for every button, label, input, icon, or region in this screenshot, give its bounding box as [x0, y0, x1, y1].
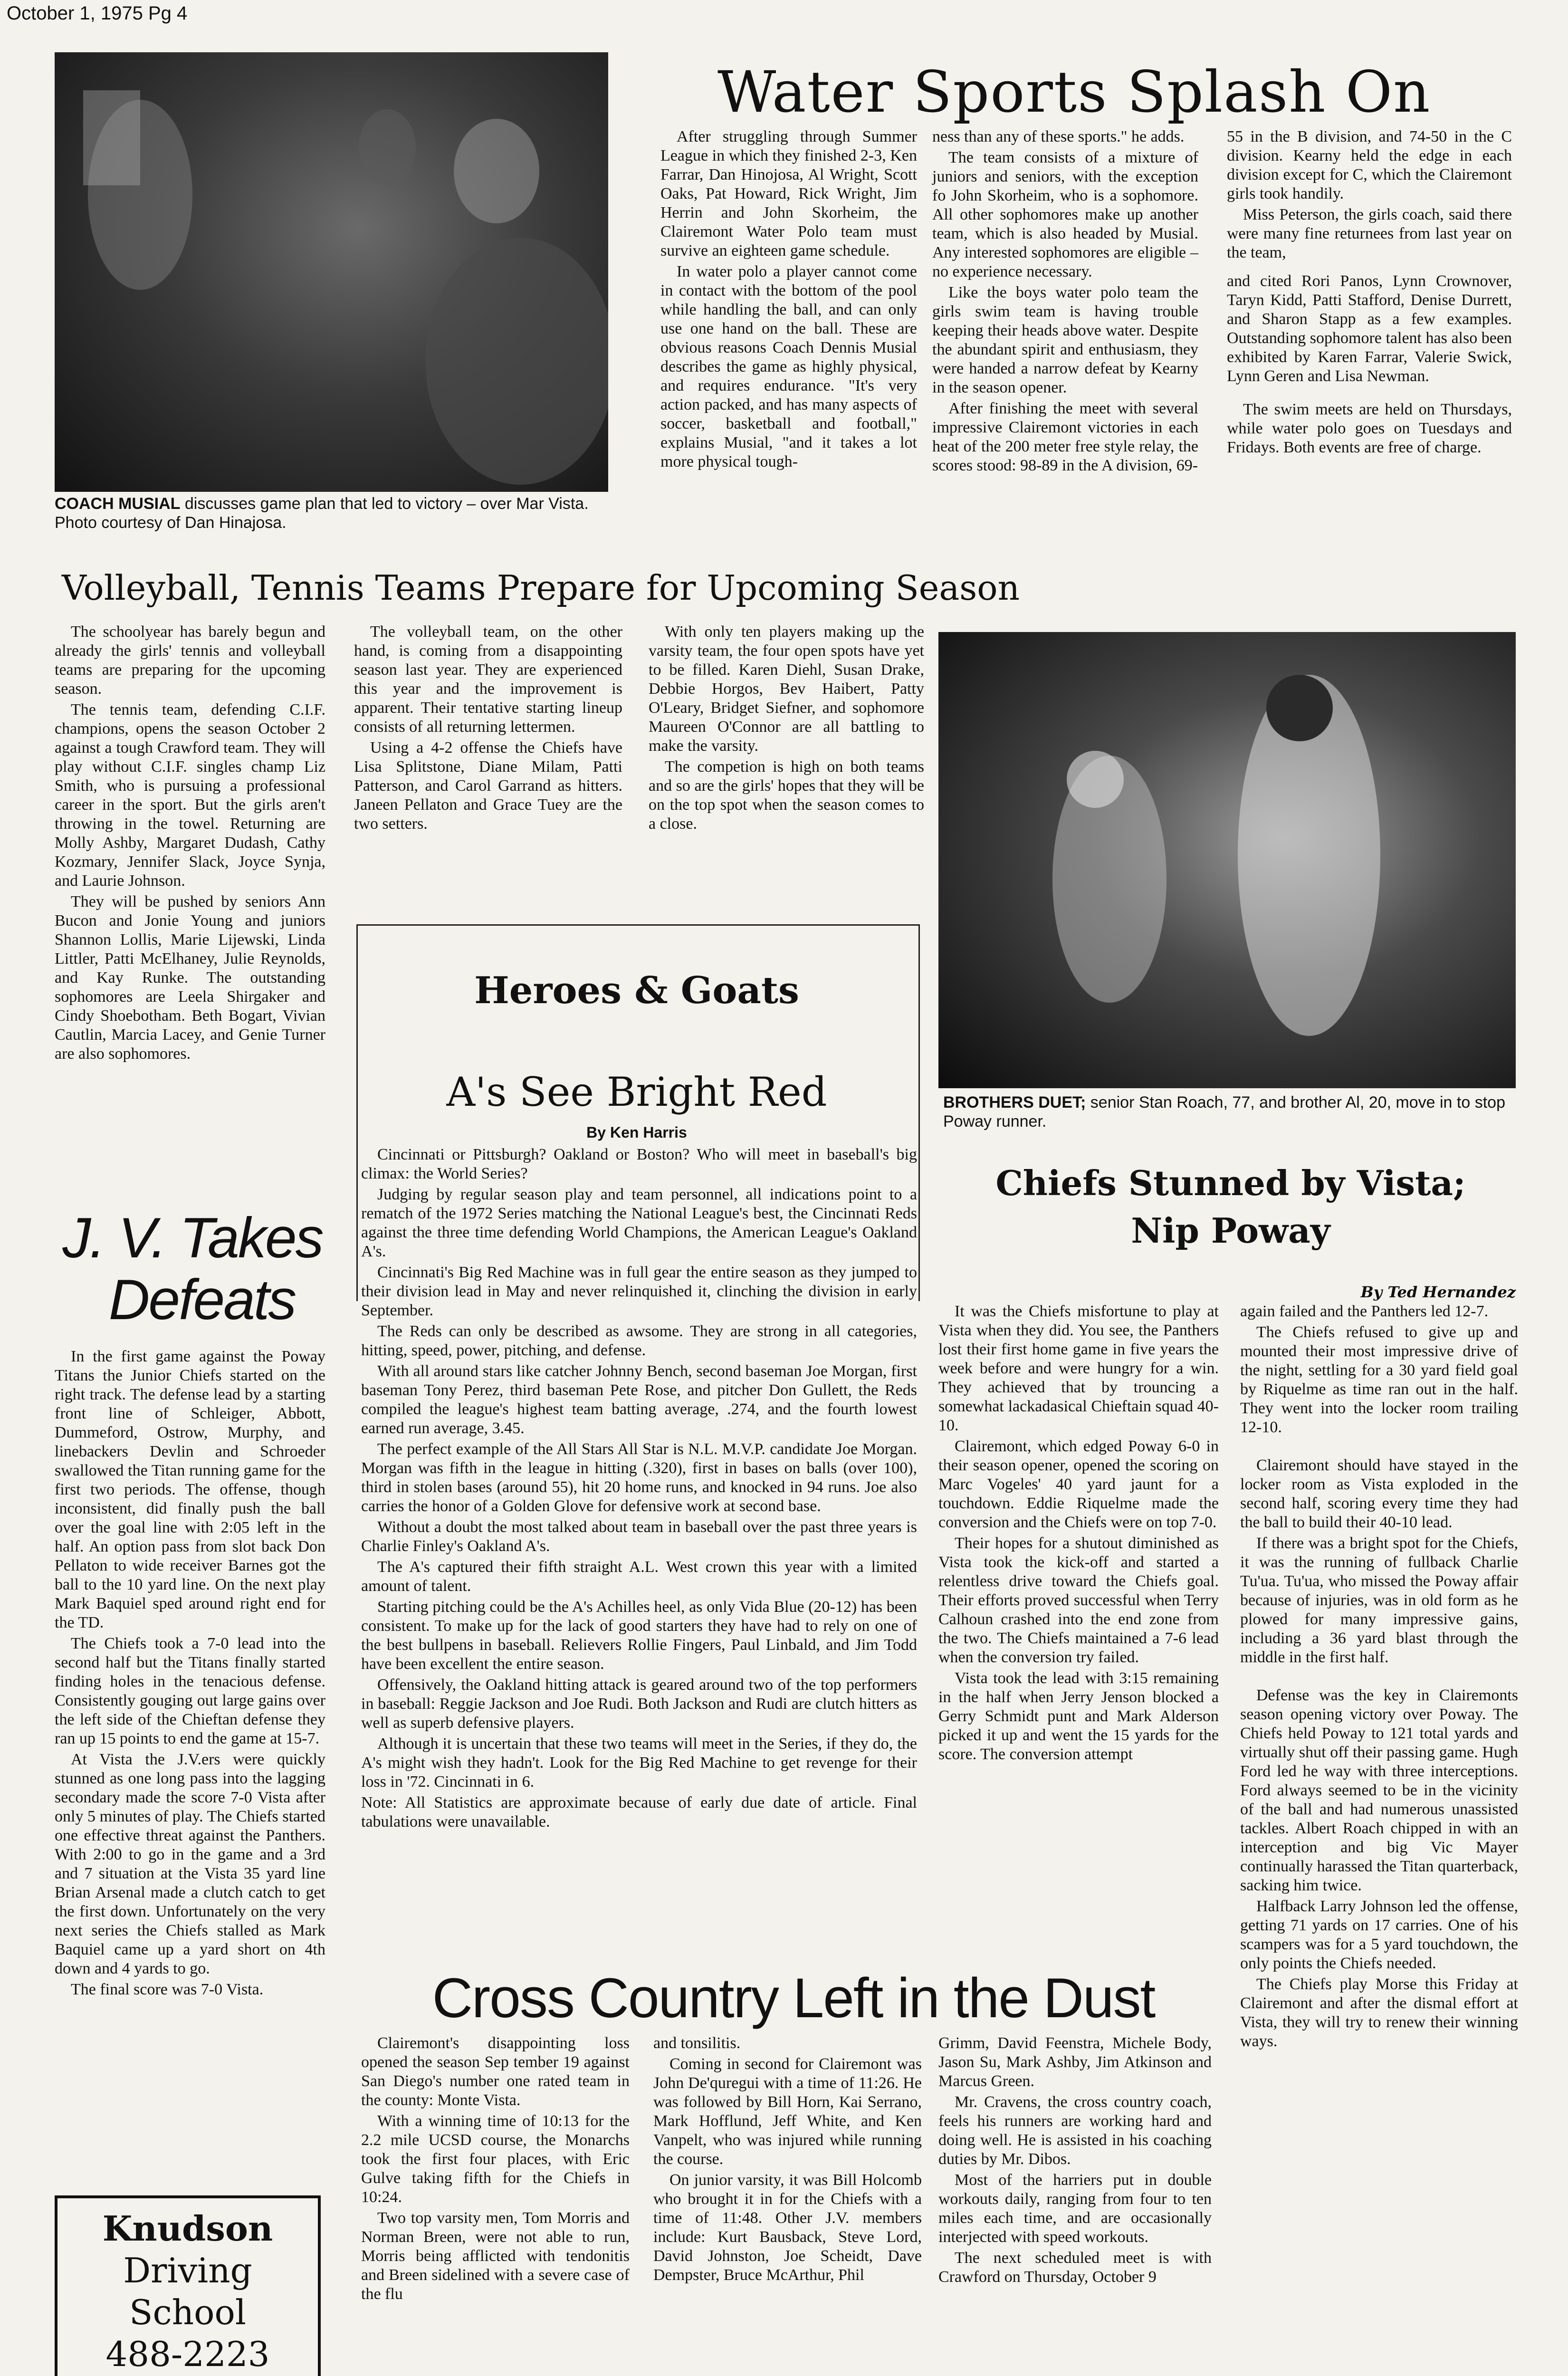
- paragraph: The competion is high on both teams and so are the girls' hopes that they will be on the top spot when the season comes to a close.: [649, 758, 924, 833]
- paragraph: Their hopes for a shutout diminished as Vista took the kick-off and started a relentless drive toward the Chiefs goal. Their efforts proved successful when Terry Calhoun crashed into the end zone from the two. The Chiefs maintained a 7-6 lead when the conversion try failed.: [938, 1534, 1219, 1666]
- water-col-2: [932, 127, 1198, 477]
- jv-body: [55, 1347, 325, 2001]
- caption-text: senior Stan Roach, 77, and brother Al, 20, move in to stop Poway runner.: [943, 1093, 1505, 1131]
- paragraph: Cincinnati or Pittsburgh? Oakland or Boston? Who will meet in baseball's big climax: the World Series?: [361, 1146, 917, 1182]
- paragraph: and cited Rori Panos, Lynn Crownover, Taryn Kidd, Patti Stafford, Denise Durrett, and Sharon Stapp as a few examples. Outstanding sophomore talent has also been exhibited by Karen Farrar, Valerie Swick, Lynn Geren and Lisa Newman.: [1227, 272, 1512, 385]
- paragraph: Although it is uncertain that these two teams will meet in the Series, if they do, the A's might wish they hadn't. Look for the Big Red Machine to get revenge for their loss in '72. Cincinnati in 6.: [361, 1735, 917, 1791]
- paragraph: Grimm, David Feenstra, Michele Body, Jason Su, Mark Ashby, Jim Atkinson and Marcus Green.: [938, 2034, 1212, 2090]
- water-col-1: [660, 127, 917, 473]
- paragraph: At Vista the J.V.ers were quickly stunned as one long pass into the lagging secondary made the score 7-0 Vista after only 5 minutes of play. The Chiefs started one effective threat against the Panthers. With 2:00 to go in the game and a 3rd and 7 situation at the Vista 35 yard line Brian Arsenal made a clutch catch to get the first down. Unfortunately on the very next series the Chiefs stalled as Mark Baquiel came up a yard short on 4th down and 4 yards to go.: [55, 1751, 325, 1977]
- driving-school-ad: [55, 2195, 321, 2376]
- water-col-3: [1227, 127, 1512, 459]
- paragraph: Judging by regular season play and team personnel, all indications point to a rematch of the 1972 Series matching the National League's best, the Cincinnati Reds against the three time defending World Champions, the American League's Oakland A's.: [361, 1186, 917, 1260]
- caption-bold: COACH MUSIAL: [55, 495, 181, 513]
- cross-col-1: [361, 2034, 630, 2306]
- jv-headline-line1: J. V. Takes: [62, 1206, 323, 1270]
- paragraph: The A's captured their fifth straight A.L. West crown this year with a limited amount of talent.: [361, 1558, 917, 1595]
- paragraph: In water polo a player cannot come in contact with the bottom of the pool while handling the ball, and can only use one hand on the ball. These are obvious reasons Coach Dennis Musial describes the game as highly physical, and requires endurance. "It's very action packed, and has many aspects of soccer, basketball and football," explains Musial, "and it takes a lot more physical tough-: [660, 263, 917, 470]
- heroes-body: [361, 1145, 917, 1833]
- chiefs-col-2: [1240, 1302, 1518, 2053]
- paragraph: Offensively, the Oakland hitting attack is geared around two of the top performers in baseball: Reggie Jackson and Joe Rudi. Both Jackson and Rudi are clutch hitters as well as superb defensive players.: [361, 1676, 917, 1732]
- paragraph: Clairemont, which edged Poway 6-0 in their season opener, opened the scoring on Marc Vogeles' 40 yard jaunt for a touchdown. Eddie Riquelme made the conversion and the Chiefs were on top 7-0.: [938, 1437, 1219, 1531]
- paragraph: Defense was the key in Clairemonts season opening victory over Poway. The Chiefs held Poway to 121 total yards and virtually shut off their passing game. Hugh Ford led he way with three interceptions. Ford always seemed to be in the vicinity of the ball and had numerous unassisted tackles. Albert Roach chipped in with an interception and big Vic Mayer continually harassed the Titan quarterback, sacking him twice.: [1240, 1686, 1518, 1894]
- paragraph: Miss Peterson, the girls coach, said there were many fine returnees from last year on the team,: [1227, 206, 1512, 261]
- ad-phone: 488-2223: [105, 2334, 270, 2374]
- paragraph: On junior varsity, it was Bill Holcomb who brought it in for the Chiefs with a time of 11:48. Other J.V. members include: Kurt Bausback, Steve Lord, David Johnston, Joe Scheidt, Dave Dempster, Bruce McArthur, Phil: [653, 2171, 922, 2284]
- heroes-banner: Heroes & Goats: [474, 969, 799, 1012]
- paragraph: Two top varsity men, Tom Morris and Norman Breen, were not able to run, Morris being afflicted with tendonitis and Breen sidelined with a severe case of the flu: [361, 2209, 630, 2303]
- paragraph: The final score was 7-0 Vista.: [71, 1981, 264, 1998]
- volley-col-1: [55, 623, 325, 1065]
- paragraph: If there was a bright spot for the Chiefs, it was the running of fullback Charlie Tu'ua. Tu'ua, who missed the Poway affair because of injuries, was in old form as he plowed for many impressive gains, including a 36 yard blast through the middle in the first half.: [1240, 1534, 1518, 1666]
- paragraph: The perfect example of the All Stars All Star is N.L. M.V.P. candidate Joe Morgan. Morgan was fifth in the league in hitting (.320), first in bases on balls (over 100), third in stolen bases (around 55), hit 20 home runs, and knocked in 94 runs. Joe also carries the honor of a Golden Glove for defensive work at second base.: [361, 1440, 917, 1515]
- heroes-byline: By Ken Harris: [586, 1124, 687, 1141]
- paragraph: The next scheduled meet is with Crawford on Thursday, October 9: [938, 2249, 1212, 2286]
- paragraph: Mr. Cravens, the cross country coach, feels his runners are working hard and doing well. He is assisted in his coaching duties by Mr. Dibos.: [938, 2093, 1212, 2168]
- paragraph: With a winning time of 10:13 for the 2.2 mile UCSD course, the Monarchs took the first four places, with Eric Gulve taking fifth for the Chiefs in 10:24.: [361, 2112, 630, 2206]
- paragraph: Clairemont should have stayed in the locker room as Vista exploded in the second half, scoring every time they had the ball to build their 40-10 lead.: [1240, 1456, 1518, 1531]
- page-header: October 1, 1975 Pg 4: [7, 3, 188, 24]
- paragraph: The Chiefs took a 7-0 lead into the second half but the Titans finally started finding holes in the tenacious defense. Consistently gouging out large gains over the left side of the Chieftan defense they ran up 15 points to end the game at 15-7.: [55, 1635, 325, 1747]
- paragraph: Starting pitching could be the A's Achilles heel, as only Vida Blue (20-12) has been consistent. To make up for the lack of good starters they have had to rely on one of the best bullpens in baseball. Relievers Rollie Fingers, Paul Linbald, and Jim Todd have been excellent the entire season.: [361, 1598, 917, 1673]
- water-polo-caption: [55, 494, 615, 532]
- paragraph: Using a 4-2 offense the Chiefs have Lisa Splitstone, Diane Milam, Patti Patterson, and Carol Garrand as hitters. Janeen Pellaton and Grace Tuey are the two setters.: [354, 739, 622, 833]
- chiefs-byline: By Ted Hernandez: [1360, 1283, 1516, 1301]
- heroes-title: A's See Bright Red: [446, 1069, 827, 1115]
- cross-col-2: [653, 2034, 922, 2287]
- paragraph: The tennis team, defending C.I.F. champions, opens the season October 2 against a tough Crawford team. They will play without C.I.F. singles champ Liz Smith, who is pursuing a professional career in the sport. But the girls aren't throwing in the towel. Returning are Molly Ashby, Margaret Dudash, Cathy Kozmary, Jennifer Slack, Joyce Synja, and Laurie Johnson.: [55, 701, 325, 890]
- paragraph: Clairemont's disappointing loss opened the season Sep tember 19 against San Diego's number one rated team in the county: Monte Vista.: [361, 2034, 630, 2109]
- paragraph: Most of the harriers put in double workouts daily, ranging from four to ten miles each time, and are occasionally interjected with speed workouts.: [938, 2171, 1212, 2246]
- ad-line1: Knudson: [102, 2208, 273, 2249]
- paragraph: With all around stars like catcher Johnny Bench, second baseman Joe Morgan, first baseman Tony Perez, third baseman Pete Rose, and pitcher Don Gullett, the Reds compiled the league's highest team batting average, .274, and the fourth lowest earned run average, 3.45.: [361, 1362, 917, 1437]
- cross-col-3: [938, 2034, 1212, 2289]
- football-caption: [943, 1093, 1516, 1131]
- paragraph: The Reds can only be described as awsome. They are strong in all categories, hitting, speed, power, pitching, and defense.: [361, 1322, 917, 1359]
- paragraph: Halfback Larry Johnson led the offense, getting 71 yards on 17 carries. One of his scampers was for a 5 yard touchdown, the only points the Chiefs needed.: [1240, 1897, 1518, 1972]
- water-polo-figures-icon: [55, 52, 608, 492]
- paragraph: The team consists of a mixture of juniors and seniors, with the exception fo John Skorheim, who is a sophomore. All other sophomores make up another team, which is also headed by Musial. Any interested sophomores are eligible – no experience necessary.: [932, 149, 1198, 280]
- paragraph: The schoolyear has barely begun and already the girls' tennis and volleyball teams are preparing for the upcoming season.: [55, 623, 325, 698]
- paragraph: Like the boys water polo team the girls swim team is having trouble keeping their heads above water. Despite the abundant spirit and enthusiasm, they were handed a narrow defeat by Kearny in the season opener.: [932, 284, 1198, 396]
- football-players-icon: [938, 632, 1516, 1088]
- paragraph: After struggling through Summer League in which they finished 2-3, Ken Farrar, Dan Hinojosa, Al Wright, Scott Oaks, Pat Howard, Rick Wright, Jim Herrin and John Skorheim, the Clairemont Water Polo team must survive an eighteen game schedule.: [660, 128, 917, 259]
- volleyball-headline: Volleyball, Tennis Teams Prepare for Upcoming Season: [62, 568, 1020, 608]
- paragraph: It was the Chiefs misfortune to play at Vista when they did. You see, the Panthers lost their first home game in five years the week before and were hungry for a win. They achieved that by trouncing a somewhat lackadasical Chieftain squad 40-10.: [938, 1303, 1219, 1434]
- volley-col-3: [649, 623, 924, 835]
- paragraph: Coming in second for Clairemont was John De'quregui with a time of 11:26. He was followed by Bill Horn, Kai Serrano, Mark Hofflund, Jeff White, and Ken Vanpelt, who was injured while running the course.: [653, 2055, 922, 2168]
- paragraph: Note: All Statistics are approximate because of early due date of article. Final tabulations were unavailable.: [361, 1794, 917, 1830]
- paragraph: Without a doubt the most talked about team in baseball over the past three years is Charlie Finley's Oakland A's.: [361, 1518, 917, 1555]
- paragraph: In the first game against the Poway Titans the Junior Chiefs started on the right track. The defense lead by a starting front line of Schleiger, Abbott, Dummeford, Ostrow, Murphy, and linebackers Devlin and Schroeder swallowed the Titan running game for the first two periods. The offense, though inconsistent, did finally push the ball over the goal line with 2:05 left in the half. An option pass from slot back Don Pellaton to wide receiver Barnes got the ball to the 10 yard line. On the next play Mark Baquiel sped around right end for the TD.: [55, 1348, 325, 1631]
- water-sports-headline: Water Sports Splash On: [717, 59, 1431, 125]
- water-polo-photo: [55, 52, 608, 492]
- chiefs-headline-line2: Nip Poway: [1131, 1210, 1330, 1251]
- paragraph: The Chiefs refused to give up and mounted their most impressive drive of the night, settling for a 30 yard field goal by Riquelme as time ran out in the half. They went into the locker room trailing 12-10.: [1240, 1323, 1518, 1436]
- paragraph: With only ten players making up the varsity team, the four open spots have yet to be filled. Karen Diehl, Susan Drake, Debbie Horgos, Bev Haibert, Patty O'Leary, Bridget Siefner, and sophomore Maureen O'Connor are all battling to make the varsity.: [649, 623, 924, 755]
- jv-headline: [45, 1207, 340, 1331]
- paragraph: and tonsilitis.: [653, 2034, 741, 2052]
- paragraph: ness than any of these sports." he adds.: [932, 128, 1185, 145]
- paragraph: They will be pushed by seniors Ann Bucon and Jonie Young and juniors Shannon Lollis, Marie Lijewski, Linda Littler, Patti McElhaney, Julie Reynolds, and Kay Runke. The outstanding sophomores are Leela Shirgaker and Cindy Shoebotham. Beth Bogart, Vivian Cautlin, Marcia Lacey, and Genie Turner are also sophomores.: [55, 893, 325, 1063]
- paragraph: After finishing the meet with several impressive Clairemont victories in each heat of the 200 meter free style relay, the scores stood: 98-89 in the A division, 69-: [932, 400, 1198, 474]
- paragraph: The volleyball team, on the other hand, is coming from a disappointing season last year. They are experienced this year and the improvement is apparent. Their tentative starting lineup consists of all returning lettermen.: [354, 623, 622, 736]
- chiefs-headline: [946, 1159, 1516, 1255]
- football-photo: [938, 632, 1516, 1088]
- chiefs-headline-line1: Chiefs Stunned by Vista;: [995, 1163, 1466, 1203]
- paragraph: again failed and the Panthers led 12-7.: [1240, 1303, 1489, 1320]
- paragraph: The Chiefs play Morse this Friday at Clairemont and after the dismal effort at Vista, they will try to renew their winning ways.: [1240, 1975, 1518, 2050]
- paragraph: 55 in the B division, and 74-50 in the C division. Kearny held the edge in each division except for C, which the Clairemont girls took handily.: [1227, 128, 1512, 202]
- volley-col-2: [354, 623, 622, 835]
- jv-headline-line2: Defeats: [108, 1268, 296, 1332]
- ad-line2: Driving: [123, 2251, 252, 2290]
- caption-bold: BROTHERS DUET;: [943, 1093, 1086, 1111]
- cross-country-headline: Cross Country Left in the Dust: [432, 1967, 1155, 2030]
- chiefs-col-1: [938, 1302, 1219, 1766]
- ad-line3: School: [129, 2292, 246, 2332]
- paragraph: The swim meets are held on Thursdays, while water polo goes on Tuesdays and Fridays. Both events are free of charge.: [1227, 401, 1512, 456]
- paragraph: Vista took the lead with 3:15 remaining in the half when Jerry Jenson blocked a Gerry Schmidt punt and Mark Alderson picked it up and went the 15 yards for the score. The conversion attempt: [938, 1669, 1219, 1763]
- caption-text: discusses game plan that led to victory – over Mar Vista. Photo courtesy of Dan Hinajosa.: [55, 495, 589, 532]
- paragraph: Cincinnati's Big Red Machine was in full gear the entire season as they jumped to their division lead in May and never relinquished it, clinching the division in early September.: [361, 1264, 917, 1319]
